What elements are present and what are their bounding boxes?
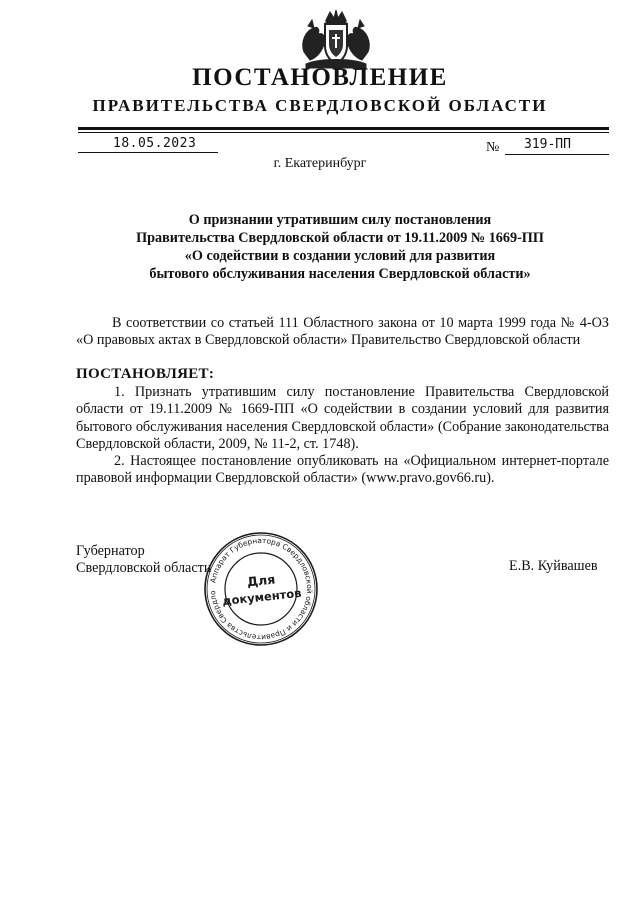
stamp-seal-icon: [202, 530, 320, 648]
heading-line: О признании утратившим силу постановления: [188, 212, 492, 228]
stamp-center-line: Для: [246, 571, 276, 590]
decree-item-1: [76, 384, 609, 454]
item-text: Признать утратившим силу постановление Правительства Свердловской области от 19.11.2009 № 1669-ПП «О содействии в создании условий для развития бытового обслуживания населения Свердловской области» (Собрание законодательства Свердловской области, 2009, № 11-2, ст. 1748).: [76, 384, 610, 453]
date-underline: [78, 152, 218, 153]
document-heading: [90, 211, 590, 283]
item-number: 2.: [114, 453, 125, 469]
official-stamp: [202, 530, 320, 648]
document-type-title: ПОСТАНОВЛЕНИЕ: [192, 64, 448, 91]
signatory-position: [76, 543, 211, 578]
document-date: 18.05.2023: [113, 136, 197, 151]
decree-item-2: [76, 453, 609, 488]
position-line: Свердловской области: [76, 560, 212, 577]
item-text: Настоящее постановление опубликовать на «Официальном интернет-портале правовой информации Свердловской области» (www.pravo.gov66.ru).: [76, 453, 610, 487]
signatory-name: Е.В. Куйвашев: [509, 558, 598, 574]
number-sign: №: [486, 140, 500, 155]
stamp-center-line: документов: [221, 585, 303, 609]
heading-line: Правительства Свердловской области от 19.11.2009 № 1669-ПП: [136, 230, 544, 246]
stamp-ring-text: Аппарат Губернатора Свердловской области и Правительства Свердло: [207, 535, 315, 643]
number-underline: [505, 154, 609, 155]
decree-word: ПОСТАНОВЛЯЕТ:: [76, 366, 215, 382]
header-rule-thick: [78, 127, 609, 130]
city: г. Екатеринбург: [273, 156, 367, 171]
preamble-paragraph: В соответствии со статьей 111 Областного закона от 10 марта 1999 года № 4-ОЗ «О правовых актах в Свердловской области» Правительство Свердловской области: [76, 315, 609, 349]
issuer-title: ПРАВИТЕЛЬСТВА СВЕРДЛОВСКОЙ ОБЛАСТИ: [92, 96, 548, 115]
heading-line: бытового обслуживания населения Свердловской области»: [149, 266, 531, 282]
document-number: 319-ПП: [524, 137, 571, 152]
coat-of-arms-icon: [296, 8, 376, 70]
heading-line: «О содействии в создании условий для развития: [184, 248, 496, 264]
header-rule-thin: [78, 132, 609, 133]
position-line: Губернатор: [76, 543, 145, 559]
item-number: 1.: [114, 384, 125, 400]
